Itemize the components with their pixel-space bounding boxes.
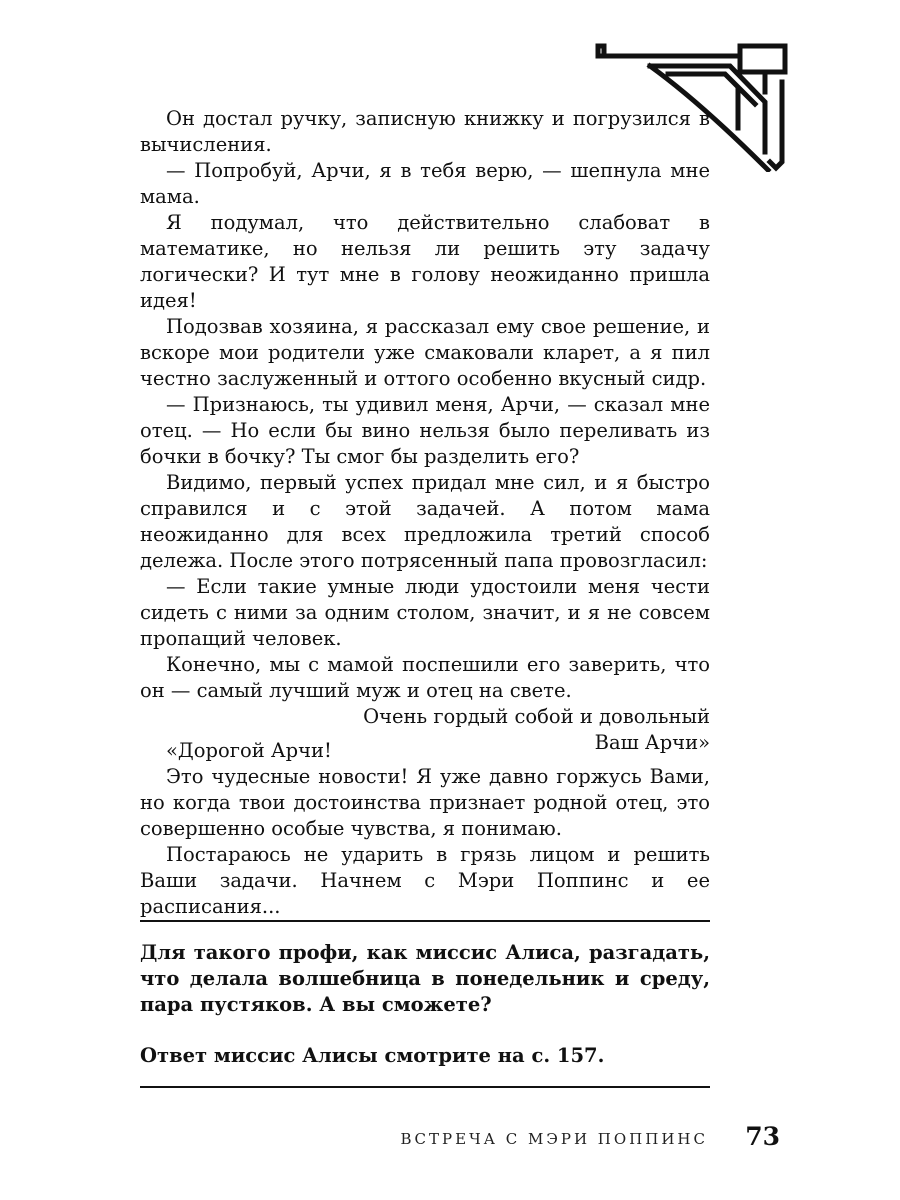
paragraph: Конечно, мы с мамой поспешили его заверить, что он — самый лучший муж и отец на свете. (140, 653, 710, 702)
paragraph: Я подумал, что действительно слабоват в математике, но нельзя ли решить эту задачу логически? И тут мне в голову неожиданно пришла идея! (140, 211, 710, 312)
reply-letter (140, 738, 710, 920)
answer-reference-box (140, 1043, 710, 1069)
paragraph: Он достал ручку, записную книжку и погрузился в вычисления. (140, 107, 710, 156)
paragraph: — Признаюсь, ты удивил меня, Арчи, — сказал мне отец. — Но если бы вино нельзя было переливать из бочки в бочку? Ты смог бы разделить его? (140, 393, 710, 468)
letter-body (140, 106, 710, 756)
page-number: 73 (745, 1122, 780, 1151)
paragraph: Постараюсь не ударить в грязь лицом и решить Ваши задачи. Начнем с Мэри Поппинс и ее расписания... (140, 843, 710, 918)
answer-reference: Ответ миссис Алисы смотрите на с. 157. (140, 1044, 605, 1067)
divider (140, 1086, 710, 1088)
running-title: ВСТРЕЧА С МЭРИ ПОППИНС (400, 1130, 708, 1148)
paragraph: — Если такие умные люди удостоили меня чести сидеть с ними за одним столом, значит, и я не совсем пропащий человек. (140, 575, 710, 650)
signature-line: Очень гордый собой и довольный (363, 705, 710, 728)
signature-name: Ваш Арчи» (594, 731, 710, 754)
paragraph: Видимо, первый успех придал мне сил, и я быстро справился и с этой задачей. А потом мама неожиданно для всех предложила третий способ дележа. После этого потрясенный папа провозгласил: (140, 471, 710, 572)
puzzle-question: Для такого профи, как миссис Алиса, разгадать, что делала волшебница в понедельник и среду, пара пустяков. А вы сможете? (140, 941, 710, 1016)
paragraph: Подозвав хозяина, я рассказал ему свое решение, и вскоре мои родители уже смаковали кларет, а я пил честно заслуженный и оттого особенно вкусный сидр. (140, 315, 710, 390)
page-footer (140, 1122, 780, 1156)
divider (140, 920, 710, 922)
paragraph: Это чудесные новости! Я уже давно горжусь Вами, но когда твои достоинства признает родной отец, это совершенно особые чувства, я понимаю. (140, 765, 710, 840)
paragraph: «Дорогой Арчи! (166, 739, 332, 762)
paragraph: — Попробуй, Арчи, я в тебя верю, — шепнула мне мама. (140, 159, 710, 208)
puzzle-box (140, 940, 710, 1018)
